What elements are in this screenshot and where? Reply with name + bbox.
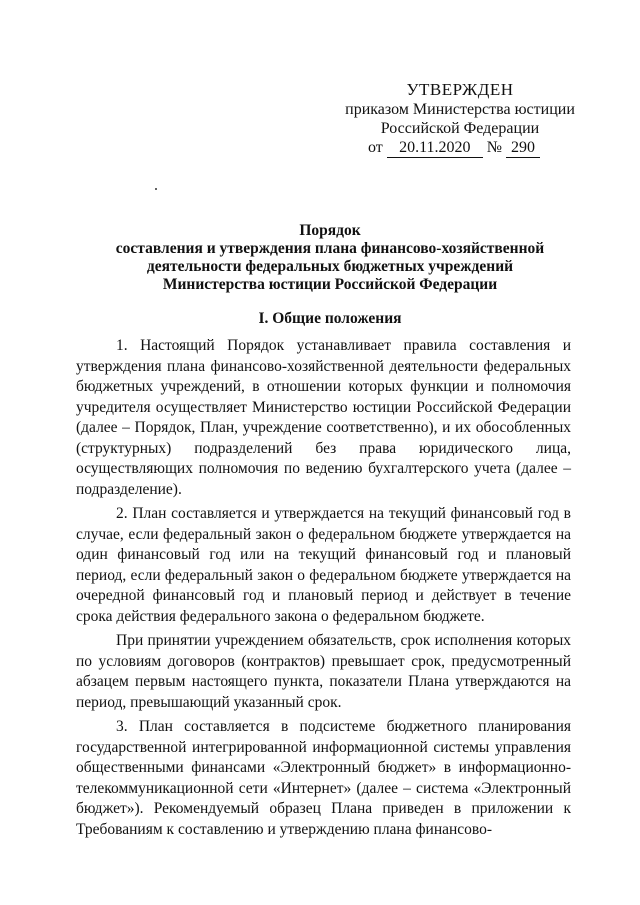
title-line-1: Порядок: [299, 222, 361, 239]
section-heading: I. Общие положения: [258, 310, 402, 327]
date-prefix: от: [368, 139, 383, 156]
approval-dateline: [330, 138, 590, 158]
paragraph: При принятии учреждением обязательств, срок исполнения которых по условиям договоров (контрактов) превышает срок, предусмотренный абзацем первым настоящего пункта, показатели Плана утверждаются на период, превышающий указанный срок.: [76, 632, 571, 711]
approval-stamp: [330, 80, 590, 158]
order-number: 290: [506, 138, 540, 158]
approval-line-1: приказом Министерства юстиции: [345, 101, 575, 118]
approval-heading: УТВЕРЖДЕН: [406, 80, 514, 99]
title-line-2: составления и утверждения плана финансово-хозяйственной: [115, 240, 545, 257]
title-line-3: деятельности федеральных бюджетных учреждений: [146, 258, 514, 275]
number-prefix: №: [486, 139, 503, 156]
document-title: [80, 222, 580, 294]
paragraph: 1. Настоящий Порядок устанавливает правила составления и утверждения плана финансово-хозяйственной деятельности федеральных бюджетных учреждений, в отношении которых функции и полномочия учредителя осуществляет Министерство юстиции Российской Федерации (далее – Порядок, План, учреждение соответственно), и их обособленных (структурных) подразделений без права юридического лица, осуществляющих полномочия по ведению бухгалтерского учета (далее – подразделение).: [76, 337, 571, 498]
title-line-4: Министерства юстиции Российской Федерации: [162, 276, 498, 293]
approval-line-2: Российской Федерации: [380, 120, 540, 137]
paragraph: 2. План составляется и утверждается на текущий финансовый год в случае, если федеральный закон о федеральном бюджете утверждается на один финансовый год или на текущий финансовый год и плановый период, если федеральный закон о федеральном бюджете утверждается на очередной финансовый год и плановый период и действует в течение срока действия федерального закона о федеральном бюджете.: [76, 505, 571, 625]
order-date: 20.11.2020: [387, 138, 483, 158]
document-body: [76, 336, 571, 844]
paragraph: 3. План составляется в подсистеме бюджетного планирования государственной интегрированной информационной системы управления общественными финансами «Электронный бюджет» в информационно-телекоммуникационной сети «Интернет» (далее – система «Электронный бюджет»). Рекомендуемый образец Плана приведен в приложении к Требованиям к составлению и утверждению плана финансово-: [76, 718, 571, 838]
stray-mark: [155, 188, 157, 190]
